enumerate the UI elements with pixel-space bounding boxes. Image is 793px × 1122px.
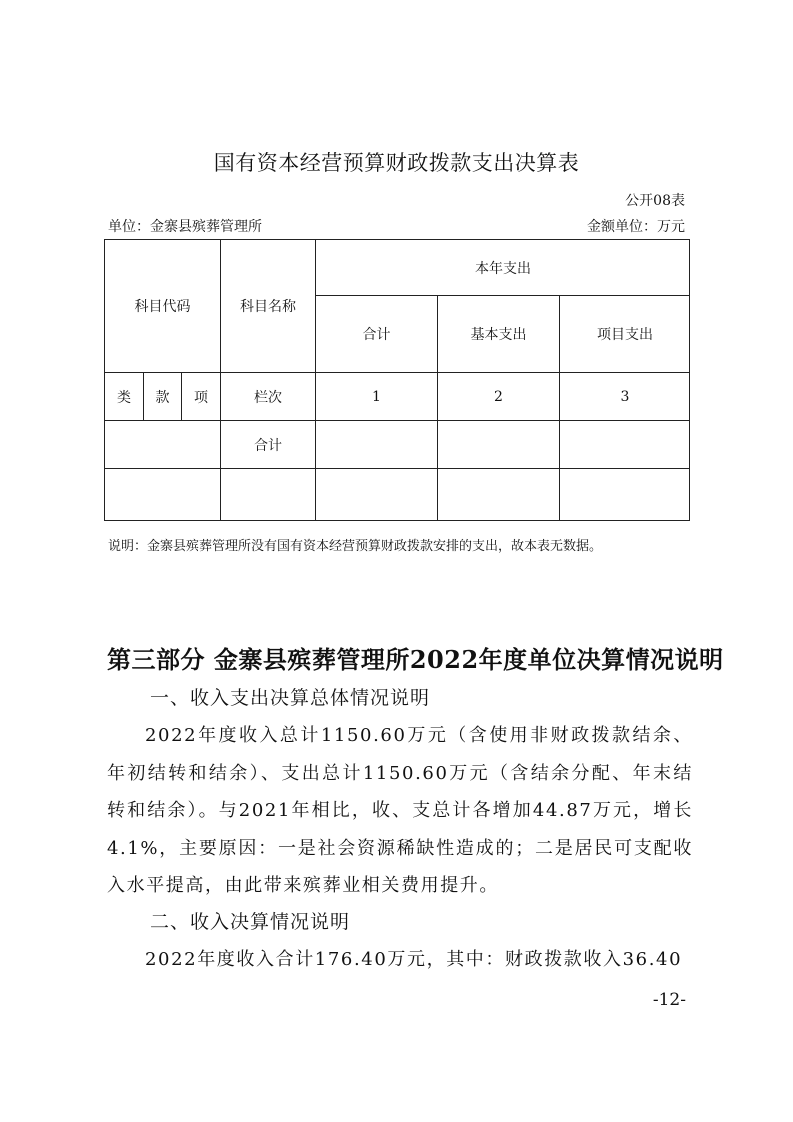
expenditure-table — [104, 239, 690, 521]
header-total: 合计 — [362, 327, 391, 343]
table-note: 说明：金寨县殡葬管理所没有国有资本经营预算财政拨款安排的支出，故本表无数据。 — [108, 539, 603, 554]
paragraph-2: 2022年度收入合计176.40万元，其中：财政拨款收入36.40 — [145, 949, 683, 970]
header-kuan: 款 — [155, 389, 170, 406]
header-basic: 基本支出 — [470, 327, 527, 343]
header-project: 项目支出 — [597, 327, 653, 343]
table-title: 国有资本经营预算财政拨款支出决算表 — [213, 151, 580, 175]
header-current-year: 本年支出 — [475, 260, 531, 277]
header-subject-name: 科目名称 — [240, 299, 296, 315]
amount-unit-label: 金额单位：万元 — [587, 219, 685, 235]
unit-label: 单位：金寨县殡葬管理所 — [108, 219, 262, 235]
header-lei: 类 — [117, 389, 131, 406]
column-index-label: 栏次 — [254, 389, 282, 406]
column-index-1: 1 — [372, 388, 381, 405]
subsection-heading-2: 二、收入决算情况说明 — [150, 911, 351, 933]
table-code: 公开08表 — [625, 193, 685, 209]
total-row-label: 合计 — [254, 437, 282, 454]
column-index-2: 2 — [494, 388, 503, 405]
page-number: -12- — [652, 990, 686, 1010]
section-title: 第三部分 金寨县殡葬管理所2022年度单位决算情况说明 — [107, 645, 724, 674]
header-subject-code: 科目代码 — [134, 299, 191, 315]
header-xiang: 项 — [194, 389, 208, 406]
paragraph-1: 2022年度收入总计1150.60万元（含使用非财政拨款结余、年初结转和结余）、支出总计1150.60万元（含结余分配、年末结转和结余）。与2021年相比，收、支总计各增加44.87万元，增长4.1%，主要原因：一是社会资源稀缺性造成的；二是居民可支配收入水平提高，由此带来殡葬业相关费用提升。 — [107, 725, 693, 896]
subsection-heading-1: 一、收入支出决算总体情况说明 — [150, 687, 431, 709]
column-index-3: 3 — [620, 388, 630, 405]
